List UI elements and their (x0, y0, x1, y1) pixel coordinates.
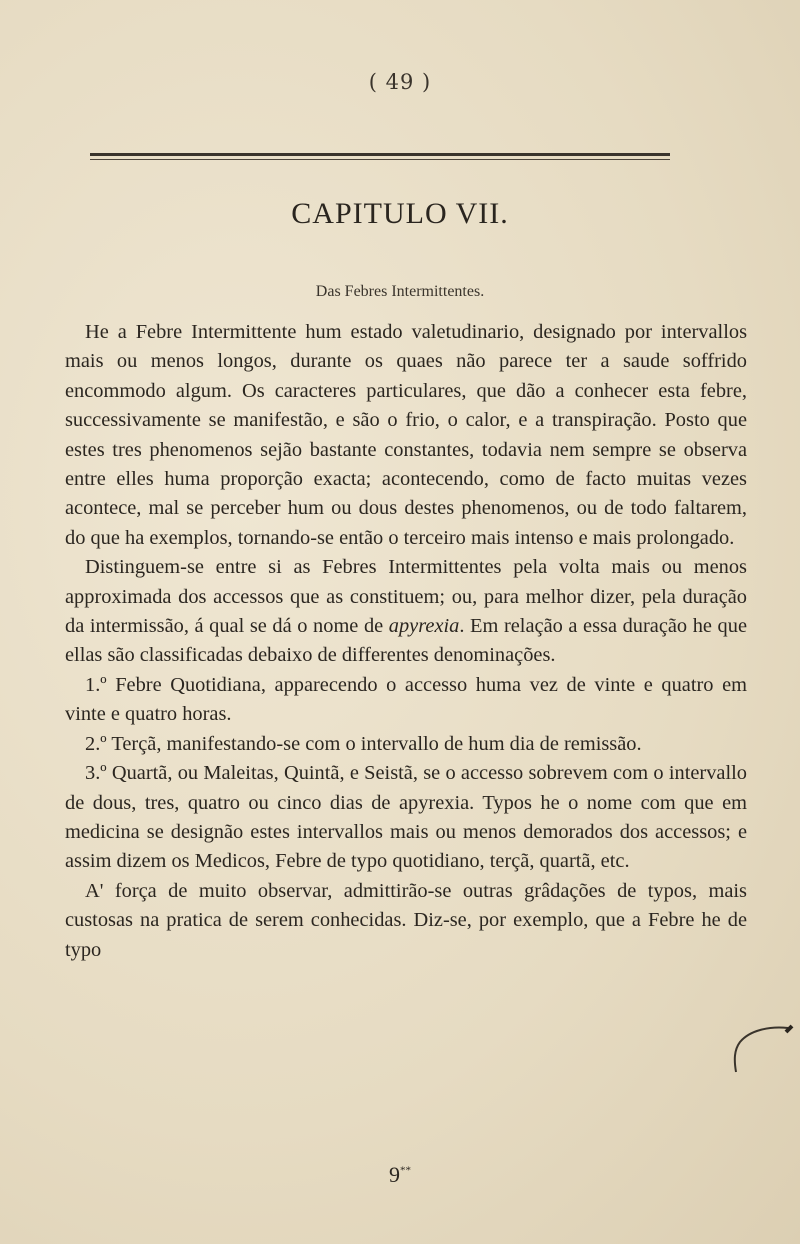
chapter-subtitle: Das Febres Intermittentes. (315, 283, 485, 300)
italic-term: apyrexia (388, 615, 460, 638)
ink-mark-icon (710, 1020, 800, 1100)
paragraph: A' força de muito observar, admittirão-se outras grâdações de typos, mais custosas na pratica de serem conhecidas. Diz-se, por exemplo, que a Febre he de typo (65, 879, 747, 961)
paragraph: 2.º Terçã, manifestando-se com o intervallo de hum dia de remissão. (85, 732, 642, 755)
body-text (65, 318, 747, 965)
paragraph: Distinguem-se entre si as Febres Intermittentes pela volta mais ou menos approximada dos accessos que as constituem; ou, para melhor dizer, pela duração da intermissão, á qual se dá o nome de apyrexia. Em relação a essa duração he que ellas são classificadas debaixo de differentes denominações. (65, 556, 747, 667)
chapter-title: CAPITULO VII. (291, 197, 509, 230)
page-number: ( 49 ) (368, 70, 432, 94)
header-rule (90, 153, 670, 156)
paragraph: 3.º Quartã, ou Maleitas, Quintã, e Seistã, se o accesso sobrevem com o intervallo de dous, tres, quatro ou cinco dias de apyrexia. Typos he o nome com que em medicina se designão estes intervallos mais ou menos demorados dos accessos; e assim dizem os Medicos, Febre de typo quotidiano, terçã, quartã, etc. (65, 762, 747, 873)
paragraph: He a Febre Intermittente hum estado valetudinario, designado por intervallos mais ou menos longos, durante os quaes não parece ter a saude soffrido encommodo algum. Os caracteres particulares, que dão a conhecer esta febre, successivamente se manifestão, e são o frio, o calor, e a transpiração. Posto que estes tres phenomenos sejão bastante constantes, todavia nem sempre se observa entre elles huma proporção exacta; acontecendo, como de facto muitas vezes acontece, mal se perceber hum ou dous destes phenomenos, ou de todo faltarem, do que ha exemplos, tornando-se então o terceiro mais intenso e mais prolongado. (65, 321, 747, 549)
paragraph: 1.º Febre Quotidiana, apparecendo o accesso huma vez de vinte e quatro em vinte e quatro horas. (65, 673, 747, 726)
signature-mark: 9** (389, 1162, 411, 1187)
